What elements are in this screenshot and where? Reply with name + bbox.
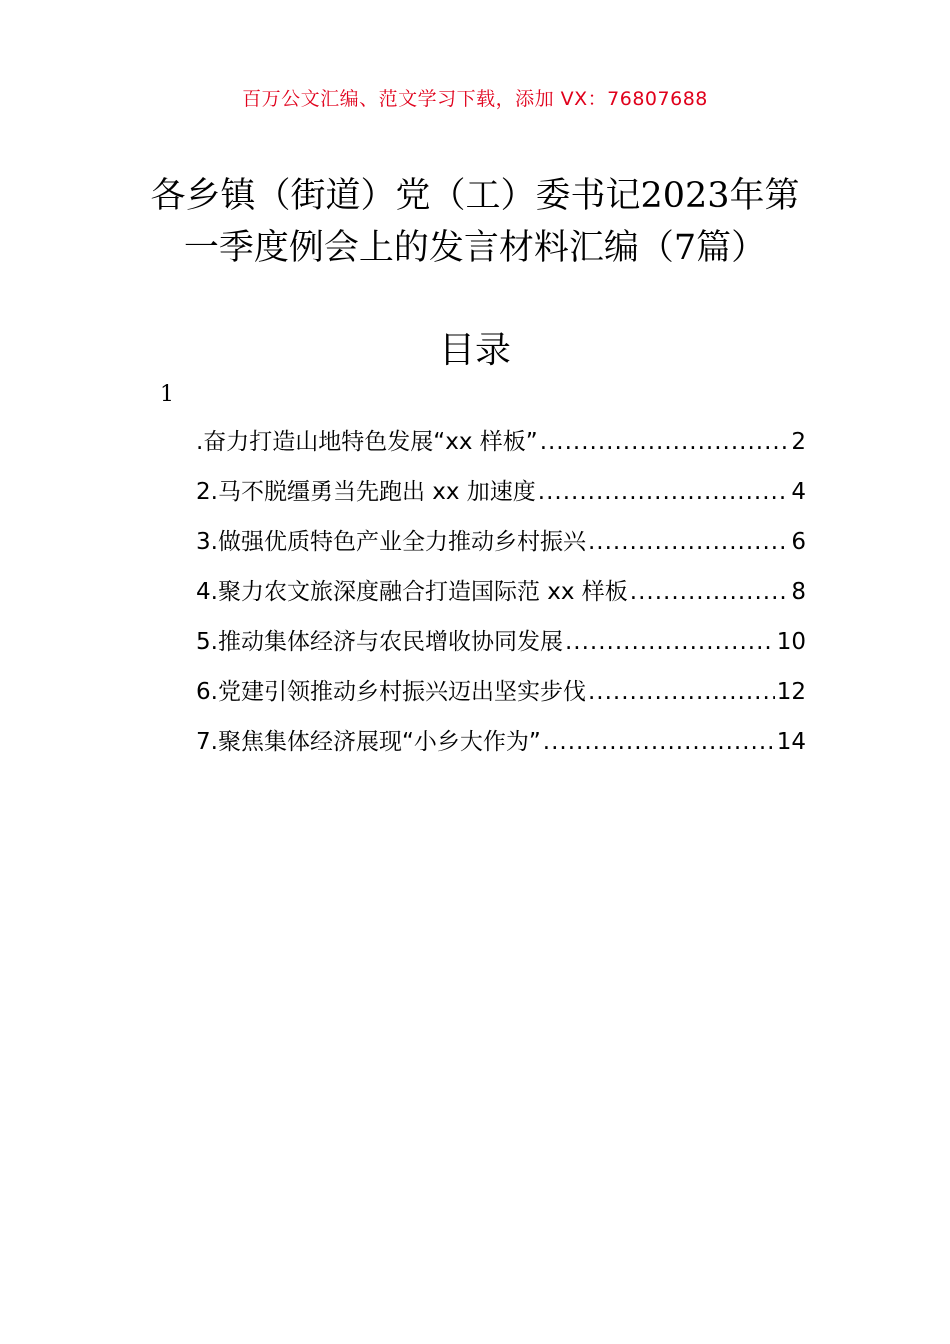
toc-entry-title: 3.做强优质特色产业全力推动乡村振兴 <box>196 529 586 555</box>
toc-heading: 目录 <box>438 330 511 371</box>
toc-leader-dots <box>588 679 775 705</box>
toc-leader-dots <box>630 579 790 605</box>
toc-entry-title: 5.推动集体经济与农民增收协同发展 <box>196 629 563 655</box>
toc-entry-title: 6.党建引领推动乡村振兴迈出坚实步伐 <box>196 679 586 705</box>
toc-leader-dots <box>543 729 775 755</box>
toc-leader-dots <box>538 479 790 505</box>
document-title <box>120 170 830 274</box>
toc-entry-title: 2.马不脱缰勇当先跑出 xx 加速度 <box>196 479 536 505</box>
toc-entry-title: 4.聚力农文旅深度融合打造国际范 xx 样板 <box>196 579 628 605</box>
toc-entry-5[interactable] <box>196 623 806 673</box>
toc-entry-6[interactable] <box>196 673 806 723</box>
toc-entry-page: 2 <box>791 429 806 455</box>
toc-entry-page: 6 <box>791 529 806 555</box>
toc-entry-7[interactable] <box>196 723 806 773</box>
toc-leader-dots <box>565 629 775 655</box>
toc-entry-page: 12 <box>776 679 806 705</box>
toc-leader-dots <box>588 529 789 555</box>
toc-entry-page: 10 <box>776 629 806 655</box>
document-title-line-1: 各乡镇（街道）党（工）委书记2023年第 <box>150 176 800 216</box>
toc-entry-4[interactable] <box>196 573 806 623</box>
document-title-line-2: 一季度例会上的发言材料汇编（7篇） <box>183 228 767 268</box>
toc-entry-1[interactable] <box>196 423 806 473</box>
toc-entry-page: 8 <box>791 579 806 605</box>
toc-entry-title: .奋力打造山地特色发展“xx 样板” <box>196 429 538 455</box>
toc-leader-dots <box>540 429 790 455</box>
table-of-contents <box>196 423 806 773</box>
toc-entry-3[interactable] <box>196 523 806 573</box>
toc-entry-page: 4 <box>791 479 806 505</box>
page-marker: 1 <box>160 382 174 407</box>
toc-entry-page: 14 <box>776 729 806 755</box>
toc-entry-2[interactable] <box>196 473 806 523</box>
header-banner: 百万公文汇编、范文学习下载，添加 VX：76807688 <box>242 88 708 110</box>
toc-entry-title: 7.聚焦集体经济展现“小乡大作为” <box>196 729 541 755</box>
